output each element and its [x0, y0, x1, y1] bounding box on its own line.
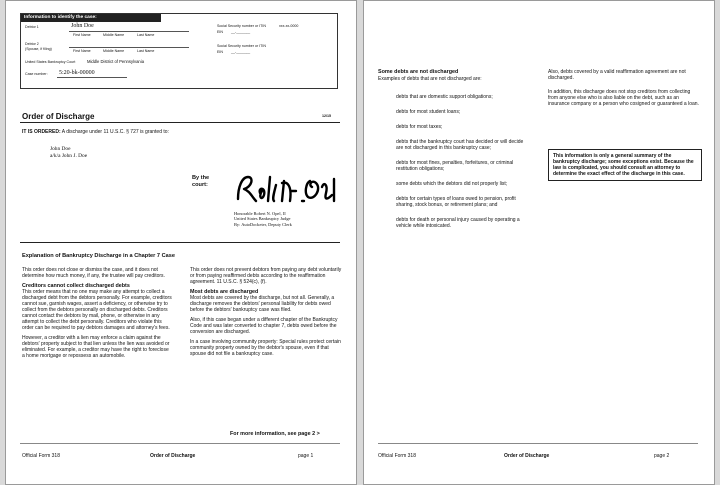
court-label: United States Bankruptcy Court — [25, 60, 76, 64]
right-column — [190, 267, 342, 361]
footer-form-2: Official Form 318 — [378, 453, 416, 459]
form-code: 12/15 — [322, 114, 331, 118]
list-item: debts for certain types of loans owed to pension, profit sharing, stock bonus, or retirement plans; and — [396, 196, 516, 208]
name-col-last: Last Name — [137, 33, 155, 37]
debtor2-sub: (Spouse, if filing) — [25, 47, 52, 51]
more-info-link: For more information, see page 2 > — [230, 431, 320, 437]
document-page-1 — [5, 0, 357, 485]
case-info-box — [20, 13, 338, 89]
case-number-value: 5:20-bk-00000 — [59, 70, 95, 76]
name-col-last-2: Last Name — [137, 49, 155, 53]
reaffirmation-para: Also, debts covered by a valid reaffirmation agreement are not discharged. — [548, 69, 686, 81]
ssn-label: Social Security number or ITIN — [217, 24, 266, 28]
footer-title: Order of Discharge — [150, 453, 196, 459]
ssn-label-2: Social Security number or ITIN — [217, 44, 266, 48]
general-summary-note: This information is only a general summary of the bankruptcy discharge; some exceptions exist. Because the law is complicated, you should consult an attorney to determine the exact effect of the discharge in this case. — [548, 149, 702, 181]
left-p3: However, a creditor with a lien may enforce a claim against the debtors' property subject to that lien unless the lien was avoided or eliminated. For example, a creditor may have the right to foreclose a home mortgage or repossess an automobile. — [22, 335, 170, 360]
signer-block — [234, 211, 292, 227]
left-heading: Creditors cannot collect discharged debts — [22, 283, 130, 289]
ein-value-2: __-_______ — [231, 50, 251, 54]
page2-right-column — [548, 69, 700, 111]
name-col-first-2: First Name — [73, 49, 91, 53]
right-p4: In a case involving community property: Special rules protect certain community property owned by the debtor's spouse, even if that spouse did not file a bankruptcy case. — [190, 339, 341, 358]
right-p3: Also, if this case began under a different chapter of the Bankruptcy Code and was later converted to chapter 7, debts owed before the conversion are discharged. — [190, 317, 338, 336]
not-discharged-heading: Some debts are not discharged — [378, 69, 459, 75]
by-the-court: By the court: — [192, 175, 210, 188]
left-column — [22, 267, 172, 363]
left-p2: This order means that no one may make any attempt to collect a discharged debt from the debtors personally. For example, creditors cannot sue, garnish wages, assert a deficiency, or otherwise try to collect from the debtors personally on discharged debts. Creditors cannot contact the debtors by mail, phone, or otherwise in any attempt to collect the debt personally. Creditors who violate this order can be required to pay debtors damages and attorney's fees. — [22, 289, 172, 332]
right-heading: Most debts are discharged — [190, 289, 259, 295]
signer-title: United States Bankruptcy Judge — [234, 216, 291, 222]
ordered-text: A discharge under 11 U.S.C. § 727 is granted to: — [61, 129, 169, 135]
footer-page: page 1 — [298, 453, 314, 459]
signer-name: Honorable Robert N. Opel, II — [234, 211, 286, 216]
not-discharged-list — [396, 94, 526, 238]
list-item: some debts which the debtors did not properly list; — [396, 181, 508, 187]
ordered-bold: IT IS ORDERED: — [22, 129, 61, 135]
case-info-header: Information to identify the case: — [21, 14, 161, 22]
name-col-middle: Middle Name — [103, 33, 125, 37]
explanation-title: Explanation of Bankruptcy Discharge in a Chapter 7 Case — [22, 253, 175, 259]
ein-label: EIN — [217, 30, 223, 34]
signer-by: By: AutoDocketer, Deputy Clerk — [234, 221, 292, 227]
court-value: Middle District of Pennsylvania — [87, 59, 145, 64]
list-item: debts for most student loans; — [396, 109, 461, 115]
name-col-middle-2: Middle Name — [103, 49, 125, 53]
debtor2-label: Debtor 2 — [25, 42, 39, 46]
ssn-value: xxx-xx-0000 — [279, 24, 299, 28]
right-p1: This order does not prevent debtors from paying any debt voluntarily or from paying reaffirmed debts according to the reaffirmation agreement. 11 U.S.C. § 524(c), (f). — [190, 267, 342, 285]
ein-label-2: EIN — [217, 50, 223, 54]
list-item: debts that are domestic support obligations; — [396, 94, 493, 100]
cosigner-para: In addition, this discharge does not stop creditors from collecting from anyone else who is also liable on the debt, such as an insurance company or a person who cosigned or guaranteed a loan. — [548, 89, 699, 107]
debtor1-label: Debtor 1 — [25, 25, 39, 29]
list-item: debts for most fines, penalties, forfeitures, or criminal restitution obligations; — [396, 160, 514, 172]
ein-value: __-_______ — [231, 30, 251, 34]
footer-form: Official Form 318 — [22, 453, 60, 459]
judge-signature — [232, 171, 342, 212]
page-title: Order of Discharge — [22, 112, 95, 121]
footer-title-2: Order of Discharge — [504, 453, 550, 459]
debtor-name: John Doe — [50, 146, 71, 152]
debtor1-name: John Doe — [71, 23, 94, 29]
case-number-label: Case number: — [25, 72, 48, 76]
list-item: debts for most taxes; — [396, 124, 443, 130]
debtor-aka: a/k/a John J. Doe — [50, 153, 88, 159]
footer-page-2: page 2 — [654, 453, 670, 459]
ordered-line — [22, 129, 342, 135]
right-p2: Most debts are covered by the discharge, but not all. Generally, a discharge removes the debtors' personal liability for debts owed before the debtors' bankruptcy case was filed. — [190, 295, 335, 314]
name-col-first: First Name — [73, 33, 91, 37]
left-p1: This order does not close or dismiss the case, and it does not determine how much money, if any, the trustee will pay creditors. — [22, 267, 165, 279]
document-page-2 — [363, 0, 715, 485]
not-discharged-intro: Examples of debts that are not discharged are: — [378, 76, 482, 82]
list-item: debts for death or personal injury caused by operating a vehicle while intoxicated. — [396, 217, 520, 229]
list-item: debts that the bankruptcy court has decided or will decide are not discharged in this bankruptcy case; — [396, 139, 524, 151]
